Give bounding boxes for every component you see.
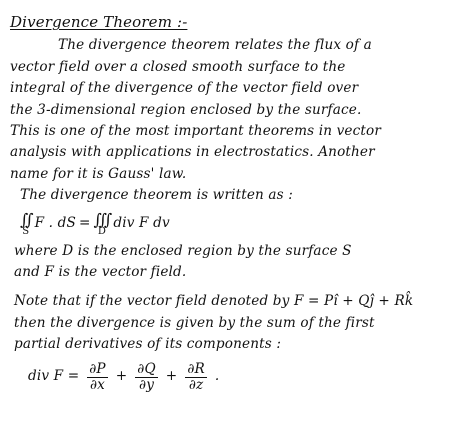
note-paragraph	[14, 291, 464, 355]
where-line: where D is the enclosed region by the surface S	[14, 242, 352, 259]
numerator: ∂R	[187, 360, 205, 377]
note-line: partial derivatives of its components :	[14, 336, 282, 353]
integral-subscript-d: D	[97, 225, 107, 237]
intro-line: vector field over a closed smooth surface to the	[10, 58, 346, 75]
denominator: ∂z	[188, 376, 204, 393]
intro-line: integral of the divergence of the vector field over	[10, 80, 359, 97]
where-paragraph	[14, 241, 464, 284]
surface-integral	[20, 209, 32, 237]
written-as-line: The divergence theorem is written as :	[20, 187, 293, 204]
intro-line: name for it is Gauss' law.	[10, 165, 187, 182]
note-line: Note that if the vector field denoted by F = Pî + Qĵ + Rk̂	[14, 293, 414, 310]
numerator: ∂Q	[137, 360, 156, 377]
theorem-equation	[20, 211, 464, 237]
plus-sign: +	[165, 368, 178, 385]
intro-line: the 3-dimensional region enclosed by the surface.	[10, 101, 362, 118]
volume-integral	[93, 209, 111, 237]
denominator: ∂x	[89, 376, 105, 393]
denominator: ∂y	[139, 376, 155, 393]
integral-subscript-s: S	[22, 225, 30, 237]
page-title: Divergence Theorem :-	[10, 13, 188, 31]
numerator: ∂P	[89, 360, 106, 377]
triple-integral-symbol: ∭	[93, 209, 111, 229]
period: .	[214, 368, 220, 385]
divergence-formula	[28, 362, 464, 393]
partial-r-fraction	[185, 362, 207, 393]
intro-line: The divergence theorem relates the flux of a	[58, 37, 372, 54]
partial-p-fraction	[87, 362, 107, 393]
intro-line: This is one of the most important theorems in vector	[10, 123, 381, 140]
equals-sign: =	[78, 214, 91, 231]
note-line: then the divergence is given by the sum of the first	[14, 314, 375, 331]
partial-q-fraction	[135, 362, 157, 393]
divergence-integrand: div F dv	[113, 214, 170, 231]
flux-integrand: F . dS	[34, 214, 76, 231]
plus-sign: +	[115, 368, 128, 385]
where-line: and F is the vector field.	[14, 264, 187, 281]
intro-line: analysis with applications in electrostatics. Another	[10, 144, 375, 161]
div-f-label: div F =	[28, 368, 80, 385]
double-integral-symbol: ∬	[20, 209, 32, 229]
intro-paragraph	[10, 35, 464, 185]
